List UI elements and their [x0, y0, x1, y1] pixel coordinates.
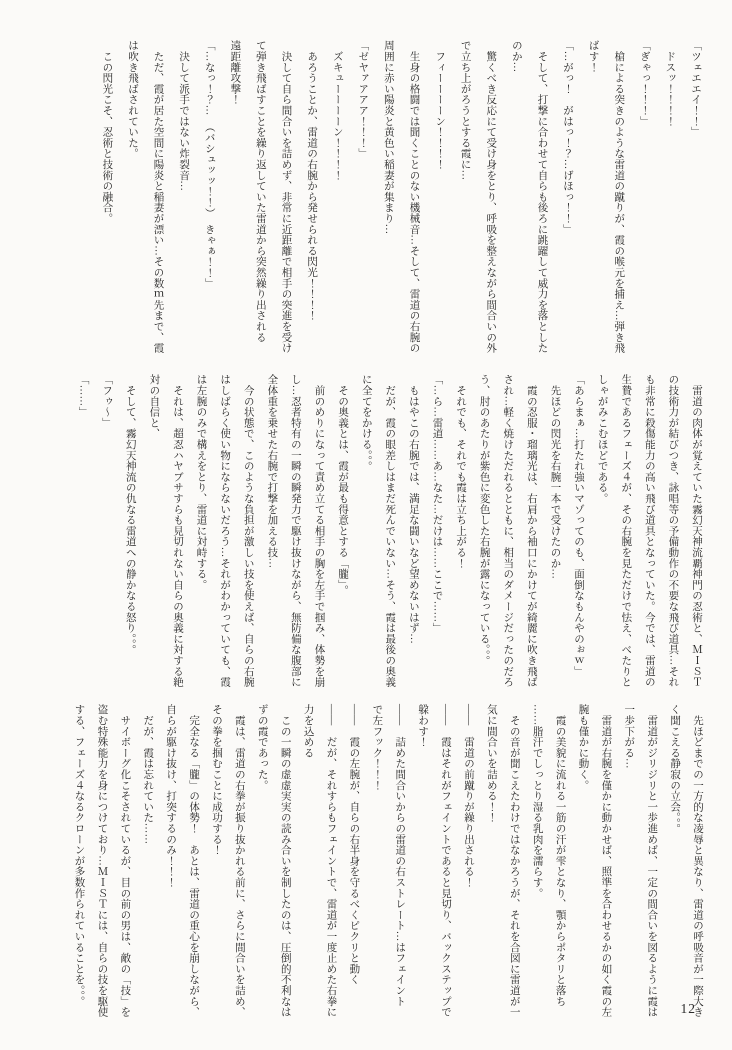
page-number: 12 — [680, 1001, 696, 1016]
text-block-bottom — [67, 704, 708, 1018]
text-line: もはやこの右腕では、満足な闘いなど望めないはず… — [407, 374, 419, 644]
text-line: ―― 詰めた間合いからの雷道の右ストレート…はフェイント — [394, 704, 406, 1007]
text-line: 霞は、雷道の右拳が振り抜かれる前に、さらに間合いを詰め、 — [233, 704, 245, 1018]
text-line: 「…なっ！？… （バシュッッ！！） きゃぁ！！」 — [203, 40, 215, 289]
text-line: し…忍者特有の一瞬の瞬発力で駆け抜けながら、無防備な腹部に — [289, 374, 301, 688]
text-line: だが、霞は忘れていた…… — [142, 704, 154, 845]
text-line: 霞の忍服・瑠璃光は、右肩から袖口にかけてが綺麗に吹き飛ば — [525, 374, 537, 688]
text-line: 対の自信と、 — [148, 374, 160, 439]
text-line: 驚くべき反応にて受け身をとり、呼吸を整えながら間合いの外 — [485, 40, 497, 354]
text-line: て弾き飛ばすことを繰り返していた雷道から突然繰り出される — [254, 40, 266, 343]
text-line: ただ、霞が居た空間に陽炎と稲妻が漂い…その数ｍ先まで、霞 — [152, 40, 164, 354]
text-line: ―― 雷道の前蹴りが繰り出される！ — [462, 704, 474, 888]
text-line: しゃがみこむほどである。 — [596, 374, 608, 504]
text-line: 躱わす！ — [417, 704, 429, 748]
text-line: 完全なる「朧」の体勢！ あとは、雷道の重心を崩しながら、 — [188, 704, 200, 1018]
text-line: 霞の美貌に流れる一筋の汗が雫となり、顎からポタリと落ち — [554, 704, 566, 1007]
text-line: ずの霞であった。 — [256, 704, 268, 791]
text-line: ドスッ！！！！ — [664, 40, 676, 127]
text-line: で左フック！！！ — [371, 704, 383, 791]
text-line: ……脂汗でしっとり湿る乳肉を濡らす。 — [531, 704, 543, 899]
text-block-top — [94, 40, 708, 354]
text-line: 先ほどまでの一方的な凌辱と異なり、雷道の呼吸音が一際大き — [692, 704, 703, 1018]
text-line: の技術力が結びつき、詠唱等の予備動作の不要な飛び道具…それ — [667, 374, 679, 688]
text-line: この閃光こそ、忍術と技術の融合。 — [101, 40, 113, 224]
text-line: その奥義とは、霞が最も得意とする「朧」。 — [337, 374, 349, 596]
text-line: 先ほどの閃光を右腕一本で受けたのか… — [549, 374, 561, 580]
text-line: あろうことか、雷道の右腕から発せられる閃光！！！！ — [306, 40, 318, 321]
text-line: 決して派手ではない炸裂音… — [178, 40, 190, 192]
text-line: 雷道が右腕を僅かに動かせば、照準を合わせるかの如く霞の左 — [600, 704, 612, 1018]
text-line: はしばらく使い物にならないだろう…それがわかっていても、霞 — [219, 374, 231, 688]
text-line: だが、霞の眼差しはまだ死んでいない…そう、霞は最後の奥義 — [384, 374, 396, 688]
text-line: 「ぎゃっ！！！」 — [638, 40, 650, 127]
text-line: 槍による突きのような雷道の蹴りが、霞の喉元を捕え…弾き飛 — [613, 40, 625, 354]
text-line: で立ち上がろうとする霞に… — [459, 40, 471, 181]
text-line: その拳を掴むことに成功する！ — [210, 704, 222, 856]
text-line: 「…ら…雷道……あ…なた…だけは……ここで……」 — [431, 374, 443, 634]
text-line: 遠距離攻撃！ — [229, 40, 241, 105]
text-line: 前のめりになって責め立てる相手の胸を左手で掴み、体勢を崩 — [313, 374, 325, 688]
text-line: 「…がっ！ がはっ！？…げほっ！！」 — [562, 40, 574, 235]
text-line: ばす！ — [587, 40, 599, 73]
text-line: 盗む特殊能力を身につけており…ＭＩＳＴには、自らの技を駆使 — [96, 704, 108, 1018]
text-line: サイボーグ化こそされているが、目の前の男は、敵の「技」を — [119, 704, 131, 1018]
text-line: 今の状態で、このような負担が激しい技を使えば、自らの右腕 — [242, 374, 254, 688]
text-line: ―― だが、それすらもフェイントで、雷道が一度止めた右拳に — [325, 704, 337, 1018]
text-line: 雷道の肉体が覚えていた霧幻天神流覇神門の忍術と、ＭＩＳＴ — [691, 374, 702, 688]
text-line: ―― 霞はそれがフェイントであると見切り、バックステップで — [440, 704, 452, 1018]
text-line: のか… — [510, 40, 522, 73]
text-line: 生身の格闘では聞くことのない機械音…そして、雷道の右腕の — [408, 40, 420, 354]
text-line: その音が聞こえたわけではなかろうが、それを合図に雷道が一 — [508, 704, 520, 1018]
text-line: く聞こえる静寂の立会。。。 — [669, 704, 681, 834]
text-line: 一歩下がる… — [623, 704, 635, 769]
text-line: 雷道がジリジリと一歩進めば、一定の間合いを図るように霞は — [646, 704, 658, 1018]
text-line: それは、超忍ハヤブサすらも見切れない自らの奥義に対する絶 — [171, 374, 183, 688]
text-line: され…軽く焼けただれるとともに、相当のダメージだったのだろ — [502, 374, 514, 688]
text-line: 決して自ら間合いを詰めず、非常に近距離で相手の突進を受け — [280, 40, 292, 354]
text-line: 「ツェエエイ！！」 — [690, 40, 701, 138]
text-line: う、肘のあたりが紫色に変色した右腕が露になっている。。。 — [478, 374, 490, 666]
text-line: この一瞬の虚虚実実の読み合いを制したのは、圧倒的不利なは — [279, 704, 291, 1018]
text-line: する、フェーズ４なるクローンが多数作られていることを。。。 — [73, 704, 85, 1007]
text-line: は吹き飛ばされていた。 — [126, 40, 138, 159]
text-line: 「ゼヤァアアア！！！」 — [357, 40, 369, 159]
text-line: フィーーーーン！！！！ — [434, 40, 446, 170]
text-line: も非常に殺傷能力の高い飛び道具となっていた。今では、雷道の — [643, 374, 655, 688]
text-line: 自らが駆け抜け、打突するのみ！！！ — [165, 704, 177, 888]
text-line: は左腕のみで構えをとり、雷道に対峙する。 — [195, 374, 207, 590]
text-block-middle — [71, 374, 708, 686]
text-line: 「あらまぁ…打たれ強いマゾってのも、面倒なもんやのぉｗ」 — [573, 374, 585, 677]
text-line: ズキューーーーン！！！！ — [331, 40, 343, 181]
text-line: ―― 霞の左腕が、自らの右半身を守るべくピクリと動く — [348, 704, 360, 985]
text-line: 「フゥ〜」 — [101, 374, 113, 428]
text-line: 全体重を乗せた右腕で打撃を加える技… — [266, 374, 278, 569]
text-line: そして、霧幻天神流の仇なる雷道への静かなる怒り。。。 — [124, 374, 136, 656]
text-line: に全てをかける。。。 — [360, 374, 372, 472]
text-line: そして、打撃に合わせて自らも後ろに跳躍して威力を落とした — [536, 40, 548, 354]
text-line: 力を込める — [302, 704, 314, 758]
text-line: 気に間合いを詰める！！ — [485, 704, 497, 823]
text-line: 腕も僅かに動く。 — [577, 704, 589, 791]
text-line: 「……」 — [77, 374, 89, 418]
text-line: 周囲に赤い陽炎と黄色い稲妻が集まり… — [382, 40, 394, 235]
text-line: それでも、それでも霞は立ち上がる！ — [455, 374, 467, 569]
text-line: 生贄であるフェーズ４が、その右腕を見ただけで怯え、べたりと — [620, 374, 632, 688]
